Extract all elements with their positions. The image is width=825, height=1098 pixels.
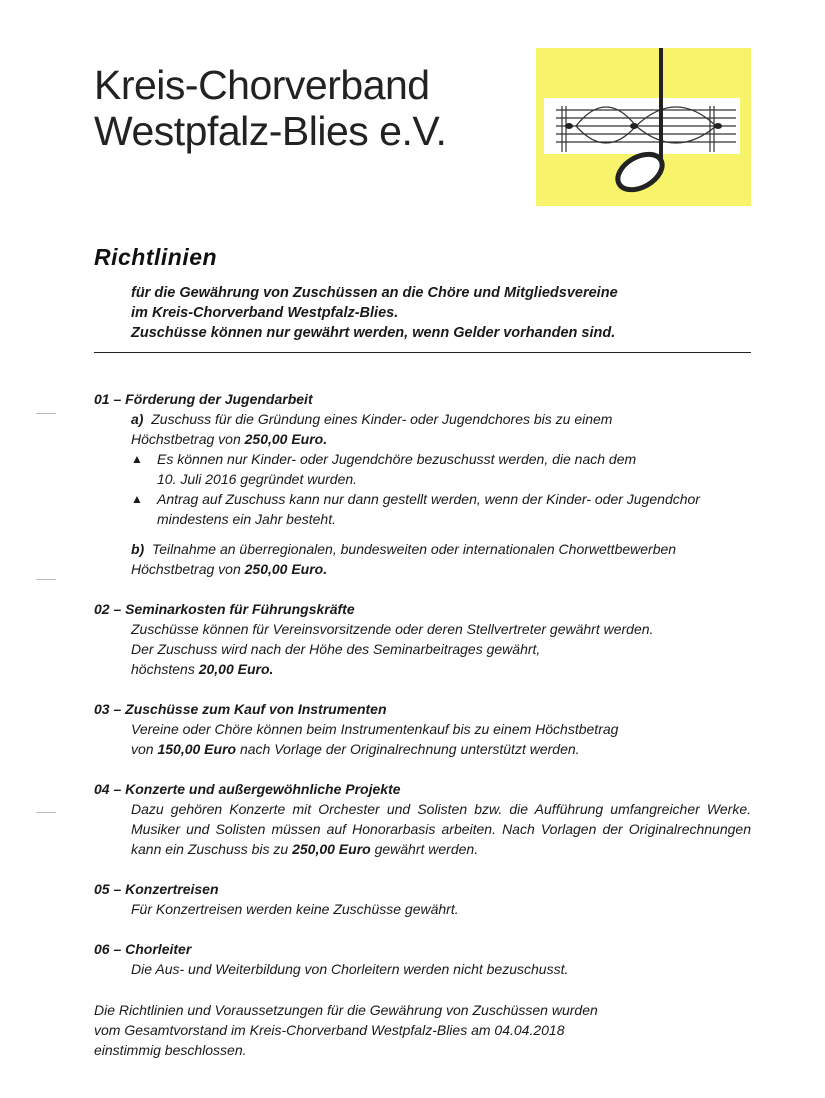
organization-name-line1: Kreis-Chorverband — [94, 62, 430, 108]
section-text: gewährt werden. — [370, 841, 479, 857]
section-heading: 04 – Konzerte und außergewöhnliche Projekte — [94, 781, 401, 797]
triangle-bullet-icon: ▲ — [131, 452, 143, 466]
item-text: Teilnahme an überregionalen, bundesweiten oder internationalen Chorwettbewerben — [152, 541, 677, 557]
bullet-text: Es können nur Kinder- oder Jugendchöre bezuschusst werden, die nach dem — [157, 451, 637, 467]
margin-mark — [36, 413, 56, 414]
section-06 — [94, 939, 774, 979]
section-heading: 05 – Konzertreisen — [94, 881, 219, 897]
bullet-text: Antrag auf Zuschuss kann nur dann gestellt werden, wenn der Kinder- oder Jugendchor — [157, 491, 700, 507]
item-text: Zuschuss für die Gründung eines Kinder- oder Jugendchores bis zu einem — [151, 411, 613, 427]
section-text: Dazu gehören Konzerte mit Orchester und Solisten bzw. die Aufführung umfangreicher Werke. Musiker und Solisten müssen auf Honorarbasis arbeiten. Nach Vorlagen der Originalrechnungen kann ein Zuschuss bis zu — [131, 801, 751, 857]
amount: 250,00 Euro. — [244, 561, 328, 577]
closing-line: vom Gesamtvorstand im Kreis-Chorverband Westpfalz-Blies am 04.04.2018 — [94, 1022, 565, 1038]
intro-line: im Kreis-Chorverband Westpfalz-Blies. — [131, 305, 399, 321]
page-title: Richtlinien — [94, 244, 218, 270]
section-05 — [94, 879, 774, 919]
organization-name — [94, 62, 446, 154]
margin-mark — [36, 812, 56, 813]
section-text: Die Aus- und Weiterbildung von Chorleitern werden nicht bezuschusst. — [131, 961, 569, 977]
section-text: Zuschüsse können für Vereinsvorsitzende oder deren Stellvertreter gewährt werden. — [131, 621, 654, 637]
bullet-text: 10. Juli 2016 gegründet wurden. — [157, 471, 358, 487]
section-text: höchstens — [131, 661, 199, 677]
item-text: Höchstbetrag von — [131, 431, 245, 447]
intro-text — [131, 283, 618, 343]
triangle-bullet-icon: ▲ — [131, 492, 143, 506]
closing-statement — [94, 1000, 598, 1060]
section-heading: 01 – Förderung der Jugendarbeit — [94, 391, 313, 407]
closing-line: einstimmig beschlossen. — [94, 1042, 247, 1058]
bullet-text: mindestens ein Jahr besteht. — [157, 511, 336, 527]
section-heading: 06 – Chorleiter — [94, 941, 192, 957]
section-text: Vereine oder Chöre können beim Instrumentenkauf bis zu einem Höchstbetrag — [131, 721, 619, 737]
amount: 20,00 Euro. — [198, 661, 274, 677]
section-text: nach Vorlage der Originalrechnung unterstützt werden. — [236, 741, 580, 757]
organization-name-line2: Westpfalz-Blies e.V. — [94, 108, 447, 154]
section-heading: 02 – Seminarkosten für Führungskräfte — [94, 601, 355, 617]
section-01 — [94, 389, 774, 579]
section-03 — [94, 699, 774, 759]
margin-mark — [36, 579, 56, 580]
section-heading: 03 – Zuschüsse zum Kauf von Instrumenten — [94, 701, 387, 717]
section-text: Der Zuschuss wird nach der Höhe des Seminarbeitrages gewährt, — [131, 641, 541, 657]
intro-line: für die Gewährung von Zuschüssen an die Chöre und Mitgliedsvereine — [131, 285, 618, 301]
intro-line: Zuschüsse können nur gewährt werden, wenn Gelder vorhanden sind. — [131, 325, 616, 341]
divider — [94, 352, 751, 353]
item-label: b) — [131, 541, 145, 557]
section-text: Für Konzertreisen werden keine Zuschüsse gewährt. — [131, 901, 459, 917]
amount: 250,00 Euro. — [244, 431, 328, 447]
closing-line: Die Richtlinien und Voraussetzungen für die Gewährung von Zuschüssen wurden — [94, 1002, 598, 1018]
section-04 — [94, 779, 774, 859]
amount: 150,00 Euro — [157, 741, 237, 757]
section-text: von — [131, 741, 158, 757]
section-02 — [94, 599, 774, 679]
item-label: a) — [131, 411, 144, 427]
amount: 250,00 Euro — [292, 841, 371, 857]
item-text: Höchstbetrag von — [131, 561, 245, 577]
logo — [536, 48, 751, 206]
music-note-staff-icon — [536, 48, 751, 206]
